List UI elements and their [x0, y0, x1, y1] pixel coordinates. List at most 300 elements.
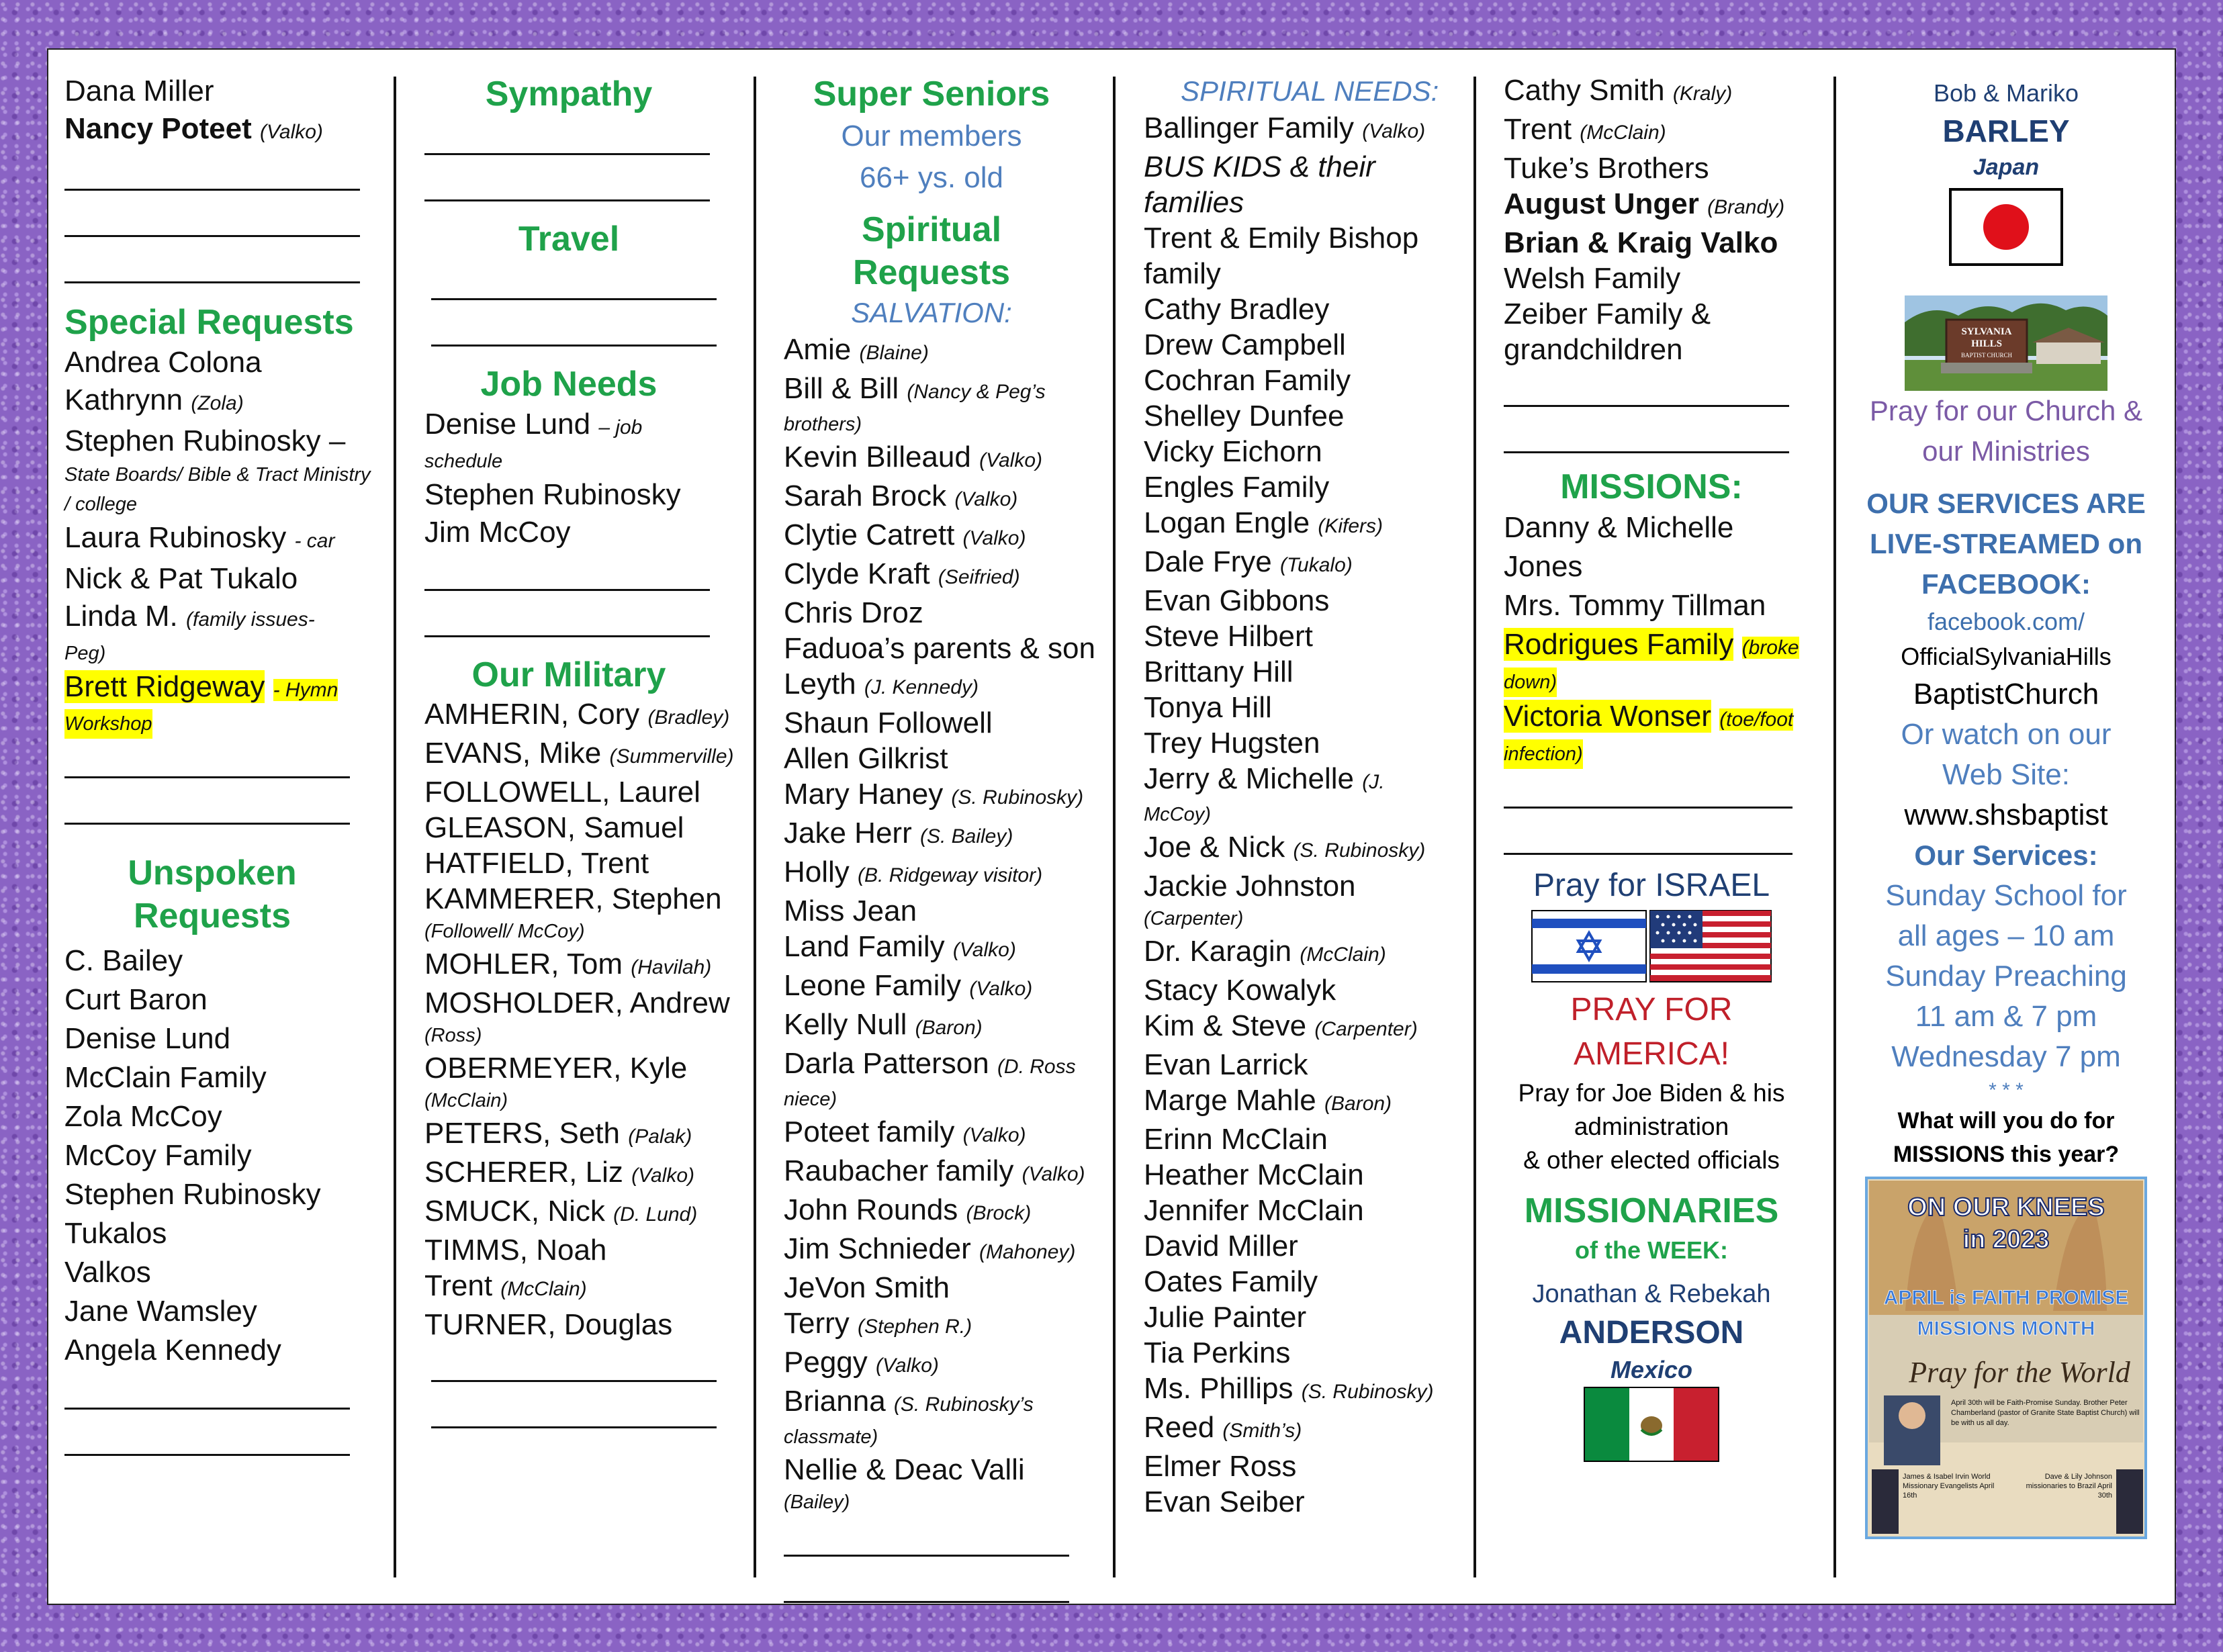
item-name: Stephen Rubinosky	[424, 478, 681, 511]
blank-line	[784, 1517, 1069, 1557]
facebook-link: BaptistChurch	[1913, 678, 2099, 710]
list-item-line	[1504, 111, 1826, 150]
spiritual-need-item	[1144, 505, 1466, 544]
facebook-link: OfficialSylvaniaHills	[1901, 643, 2112, 670]
item-name: grandchildren	[1504, 333, 1683, 366]
item-note: (D. Lund)	[613, 1203, 698, 1226]
job-needs-heading: Job Needs	[480, 365, 657, 404]
list-item-line	[1144, 829, 1466, 868]
blank-line	[64, 739, 350, 778]
blank-line	[431, 1342, 717, 1382]
item-suffix: –	[320, 424, 346, 457]
list-item-line	[1144, 1157, 1466, 1193]
item-sub-wrap	[1144, 800, 1466, 829]
list-item-line	[784, 776, 1106, 815]
list-item-line	[784, 1192, 1106, 1231]
item-name: TIMMS, Noah	[424, 1234, 607, 1267]
special-request-item	[64, 598, 380, 668]
list-item-line	[64, 110, 380, 151]
item-name: EVANS, Mike	[424, 737, 602, 770]
item-name: Tuke’s Brothers	[1504, 152, 1709, 185]
salvation-item	[784, 1270, 1106, 1305]
spiritual-need-item	[1144, 1157, 1466, 1193]
missions-item	[1504, 508, 1826, 547]
item-name: David Miller	[1144, 1230, 1298, 1263]
usa-flag-icon	[1649, 910, 1772, 982]
item-note: (broke	[1741, 637, 1799, 659]
item-name: Victoria Wonser	[1504, 700, 1711, 733]
spiritual-need-item	[1144, 1008, 1466, 1047]
list-item-line	[1504, 697, 1826, 739]
list-item-line	[784, 815, 1106, 854]
job-need-item	[424, 476, 740, 514]
list-item-text: Stephen Rubinosky	[64, 1178, 321, 1211]
spiritual-need-item	[1144, 149, 1466, 185]
item-name: Rodrigues Family	[1504, 628, 1734, 661]
service-time: Sunday School for	[1885, 879, 2127, 912]
list-item-line	[1144, 1484, 1466, 1520]
live-stream-notice: OUR SERVICES ARE	[1866, 488, 2146, 519]
item-note: (Valko)	[969, 978, 1033, 1000]
seniors-line: 66+ ys. old	[859, 161, 1004, 194]
salvation-item	[784, 1114, 1106, 1153]
item-name: Jackie Johnston	[1144, 870, 1356, 903]
list-item-line	[64, 422, 380, 460]
item-note: (McClain)	[1580, 122, 1666, 144]
item-name: Kim & Steve	[1144, 1009, 1307, 1042]
item-note: (Carpenter)	[1314, 1018, 1418, 1040]
special-request-item	[64, 344, 380, 381]
list-item-line	[1144, 972, 1466, 1008]
missionary-couple: Bob & Mariko	[1933, 79, 2079, 107]
item-name: Jones	[1504, 550, 1583, 583]
item-name: Trent & Emily Bishop	[1144, 222, 1419, 255]
item-name: Dale Frye	[1144, 545, 1272, 578]
salvation-item	[784, 1305, 1106, 1344]
item-name: Trent	[1504, 113, 1572, 146]
unspoken-requests-heading: Requests	[133, 897, 291, 935]
item-name: Denise Lund	[424, 408, 591, 441]
list-item-line	[424, 1232, 740, 1268]
military-item	[424, 1307, 740, 1342]
salvation-item	[784, 666, 1106, 705]
item-note: - car	[294, 530, 335, 552]
column-divider	[394, 77, 396, 1577]
missionary-surname: ANDERSON	[1559, 1315, 1744, 1350]
spiritual-need-item	[1144, 1228, 1466, 1264]
spiritual-need-item	[1144, 185, 1466, 220]
item-name: KAMMERER, Stephen	[424, 882, 722, 915]
item-name: Amie	[784, 333, 852, 366]
list-item-line	[784, 666, 1106, 705]
list-item-line	[784, 1114, 1106, 1153]
missions-poster	[1865, 1177, 2147, 1539]
column-divider	[1473, 77, 1476, 1577]
sign-text: SYLVANIA	[1961, 326, 2012, 337]
item-name: Leyth	[784, 668, 856, 700]
item-note: (Valko)	[979, 449, 1043, 471]
salvation-list	[784, 332, 1106, 1517]
name-item	[1504, 225, 1826, 261]
list-item-line	[1144, 868, 1466, 904]
item-name: HATFIELD, Trent	[424, 847, 649, 880]
list-item-line	[1144, 434, 1466, 469]
item-name: Holly	[784, 856, 850, 888]
unspoken-request-item	[64, 942, 380, 980]
military-item	[424, 1268, 740, 1307]
item-note: (Brandy)	[1707, 196, 1785, 218]
unspoken-request-item	[64, 1097, 380, 1136]
item-note: (McClain)	[1300, 944, 1386, 966]
list-item-text: McClain Family	[64, 1061, 267, 1094]
list-item-line	[424, 774, 740, 810]
item-note: (Valko)	[1362, 120, 1426, 142]
spiritual-need-item	[1144, 1193, 1466, 1228]
item-name: Dr. Karagin	[1144, 935, 1292, 968]
item-name: Brett Ridgeway	[64, 670, 265, 703]
list-item-line	[1144, 1083, 1466, 1121]
item-sub-note: schedule	[424, 451, 503, 472]
list-item-line	[1144, 291, 1466, 327]
list-item-line	[64, 519, 380, 560]
list-item-line	[64, 560, 380, 598]
list-item-line	[1504, 150, 1826, 186]
salvation-item	[784, 517, 1106, 556]
blank-line	[424, 551, 710, 591]
spiritual-need-item	[1144, 1449, 1466, 1484]
list-item-line	[424, 514, 740, 551]
services-heading: Our Services:	[1914, 839, 2098, 871]
blank-line	[424, 162, 710, 201]
list-item-text: Jane Wamsley	[64, 1295, 257, 1328]
salvation-item	[784, 705, 1106, 741]
missionary-couple: Jonathan & Rebekah	[1532, 1280, 1771, 1308]
name-item	[64, 110, 380, 151]
list-item-line	[424, 1050, 740, 1086]
list-item-line	[1144, 583, 1466, 618]
item-sub-note: (Bailey)	[784, 1492, 850, 1513]
sign-text: BAPTIST CHURCH	[1960, 352, 2013, 359]
list-item-line	[1144, 1264, 1466, 1299]
missions-heading: MISSIONS:	[1560, 467, 1743, 506]
item-name: Jerry & Michelle	[1144, 762, 1354, 795]
item-name: Evan Larrick	[1144, 1048, 1308, 1081]
missionary-country: Japan	[1972, 154, 2040, 180]
list-item-line	[1144, 1371, 1466, 1410]
item-name: Erinn McClain	[1144, 1123, 1328, 1156]
item-name: Ms. Phillips	[1144, 1372, 1294, 1405]
spiritual-need-item	[1144, 933, 1466, 972]
item-name: Miss Jean	[784, 894, 917, 927]
list-item-line	[1144, 1047, 1466, 1083]
blank-line	[64, 244, 360, 283]
list-item-line	[1504, 296, 1826, 332]
blank-line	[64, 785, 350, 825]
item-name: Land Family	[784, 930, 945, 963]
poster-pray-world: Pray for the World	[1909, 1356, 2130, 1389]
spiritual-need-item	[1144, 256, 1466, 291]
list-item-line	[1144, 725, 1466, 761]
bulletin-page	[47, 48, 2176, 1605]
salvation-item	[784, 1231, 1106, 1270]
list-item-line	[784, 705, 1106, 741]
list-item-line	[424, 476, 740, 514]
live-stream-notice: FACEBOOK:	[1921, 568, 2091, 600]
item-name: Zeiber Family &	[1504, 297, 1711, 330]
item-note: (Valko)	[954, 488, 1018, 510]
name-item	[64, 73, 380, 110]
travel-heading: Travel	[518, 220, 620, 259]
item-note: (Bradley)	[647, 706, 730, 729]
military-item	[424, 810, 740, 845]
list-item-line	[1504, 261, 1826, 296]
item-name: Shaun Followell	[784, 706, 993, 739]
item-name: FOLLOWELL, Laurel	[424, 776, 700, 809]
list-item-line	[1504, 73, 1826, 111]
list-item-line	[424, 881, 740, 917]
item-name: Andrea Colona	[64, 346, 262, 379]
salvation-item	[784, 815, 1106, 854]
item-name: Welsh Family	[1504, 262, 1681, 295]
pray-church: our Ministries	[1922, 435, 2090, 467]
list-item-line	[1504, 625, 1826, 668]
spiritual-need-item	[1144, 618, 1466, 654]
list-item-line	[1144, 110, 1466, 149]
missionary-country: Mexico	[1610, 1356, 1693, 1383]
item-note: (Baron)	[915, 1017, 983, 1039]
list-item-line	[784, 741, 1106, 776]
pray-america: PRAY FOR	[1570, 992, 1733, 1027]
item-sub-wrap	[424, 1021, 740, 1050]
item-name: SCHERER, Liz	[424, 1156, 623, 1189]
name-item	[1504, 111, 1826, 150]
item-sub-wrap	[1504, 668, 1826, 697]
list-item-line	[784, 1007, 1106, 1046]
unspoken-request-item	[64, 1214, 380, 1253]
salvation-item	[784, 1383, 1106, 1452]
salvation-item	[784, 741, 1106, 776]
list-item-line	[784, 1305, 1106, 1344]
missionaries-heading: MISSIONARIES	[1524, 1191, 1779, 1230]
column-5	[1504, 50, 1826, 1604]
military-item	[424, 1193, 740, 1232]
item-note: (S. Rubinosky)	[1301, 1381, 1434, 1403]
list-item-line	[1144, 1121, 1466, 1157]
list-item-line	[1144, 469, 1466, 505]
item-name: Vicky Eichorn	[1144, 435, 1322, 468]
facebook-link: facebook.com/	[1927, 608, 2085, 635]
item-name: Cathy Bradley	[1144, 293, 1330, 326]
blank-line	[64, 1370, 350, 1410]
unspoken-requests-heading: Unspoken	[128, 854, 297, 892]
list-item-line	[784, 332, 1106, 371]
item-name: Nellie & Deac Valli	[784, 1453, 1025, 1486]
services-list	[1865, 876, 2167, 1077]
salvation-item	[784, 556, 1106, 595]
salvation-item	[784, 1192, 1106, 1231]
mexico-flag-wrap	[1504, 1387, 1799, 1462]
poster-caption-right: Dave & Lily Johnson missionaries to Brazil April 30th	[2026, 1473, 2112, 1500]
pray-church: Pray for our Church &	[1869, 395, 2143, 426]
blank-line	[431, 261, 717, 300]
name-item	[1504, 73, 1826, 111]
item-sub-wrap	[424, 447, 740, 476]
name-item	[1504, 261, 1826, 296]
pray-officials: administration	[1574, 1113, 1729, 1140]
stars-divider: * * *	[1989, 1079, 2024, 1101]
item-note: (S. Rubinosky’s	[893, 1393, 1034, 1416]
item-note: (Havilah)	[631, 956, 712, 978]
blank-line	[424, 598, 710, 637]
list-item-text: Angela Kennedy	[64, 1334, 281, 1367]
spiritual-requests-heading: Spiritual Requests	[852, 210, 1011, 292]
item-sub-wrap	[1504, 739, 1826, 769]
item-name: Reed	[1144, 1411, 1215, 1444]
item-name: Drew Campbell	[1144, 328, 1346, 361]
military-item	[424, 1115, 740, 1154]
spiritual-need-item	[1144, 1484, 1466, 1520]
missions-question: MISSIONS this year?	[1893, 1142, 2120, 1167]
item-note: (B. Ridgeway visitor)	[858, 864, 1043, 886]
item-name: Clytie Catrett	[784, 518, 955, 551]
name-item	[1504, 150, 1826, 186]
list-item-line	[1504, 547, 1826, 586]
item-note: (S. Bailey)	[919, 825, 1013, 847]
item-name: PETERS, Seth	[424, 1117, 621, 1150]
item-note: (Smith’s)	[1222, 1420, 1302, 1442]
missions-item	[1504, 547, 1826, 586]
spiritual-need-item	[1144, 469, 1466, 505]
list-item-line	[1144, 505, 1466, 544]
salvation-item	[784, 776, 1106, 815]
list-item-line	[1144, 1228, 1466, 1264]
military-list	[424, 696, 740, 1342]
item-name: Tonya Hill	[1144, 691, 1272, 724]
unspoken-request-item	[64, 980, 380, 1019]
item-sub-note: (Carpenter)	[1144, 908, 1244, 929]
salvation-label: SALVATION:	[851, 297, 1012, 328]
item-note: (Blaine)	[859, 342, 929, 364]
item-note: (Baron)	[1324, 1093, 1392, 1115]
item-name: Jim McCoy	[424, 516, 571, 549]
item-note: (Brock)	[966, 1202, 1032, 1224]
item-sub-wrap	[784, 1487, 1106, 1517]
israel-flag-icon	[1531, 910, 1647, 982]
item-sub-note: McCoy)	[1144, 804, 1211, 825]
item-name: Danny & Michelle	[1504, 511, 1734, 544]
job-needs-list	[424, 406, 740, 551]
list-item-line	[424, 1154, 740, 1193]
item-name: Tia Perkins	[1144, 1336, 1291, 1369]
unspoken-request-item	[64, 1136, 380, 1175]
blank-line	[784, 1563, 1069, 1603]
salvation-item	[784, 1344, 1106, 1383]
item-name: Brian & Kraig Valko	[1504, 226, 1778, 259]
of-the-week: of the WEEK:	[1575, 1236, 1728, 1264]
item-name: Sarah Brock	[784, 479, 947, 512]
spiritual-need-item	[1144, 1371, 1466, 1410]
salvation-item	[784, 1046, 1106, 1114]
missionary-surname: BARLEY	[1942, 113, 2070, 148]
item-note: (J. Kennedy)	[864, 676, 979, 698]
list-item-line	[784, 893, 1106, 929]
item-name: Leone Family	[784, 969, 962, 1002]
blank-line	[64, 151, 360, 191]
column-6	[1865, 50, 2167, 1604]
item-note: (Valko)	[1022, 1163, 1085, 1185]
item-name: MOSHOLDER, Andrew	[424, 986, 730, 1019]
spiritual-need-item	[1144, 1335, 1466, 1371]
website-url: www.shsbaptist	[1904, 798, 2108, 831]
list-item-line	[1144, 761, 1466, 800]
list-item-line	[784, 439, 1106, 478]
spiritual-need-item	[1144, 220, 1466, 256]
spiritual-need-item	[1144, 1121, 1466, 1157]
blank-line	[1504, 769, 1793, 809]
list-item-line	[1144, 544, 1466, 583]
list-item-line	[424, 985, 740, 1021]
item-name: Brittany Hill	[1144, 655, 1294, 688]
item-name: Elmer Ross	[1144, 1450, 1297, 1483]
item-note: (Tukalo)	[1279, 554, 1353, 576]
item-sub-note: State Boards/ Bible & Tract Ministry / college	[64, 464, 371, 515]
japan-flag-icon	[1949, 188, 2063, 266]
list-item-line	[424, 1307, 740, 1342]
salvation-item	[784, 854, 1106, 893]
name-item	[1504, 332, 1826, 367]
item-name: Cochran Family	[1144, 364, 1351, 397]
item-note: (Valko)	[631, 1164, 694, 1187]
list-item-line	[424, 845, 740, 881]
list-item-line	[784, 556, 1106, 595]
item-name: Kathrynn	[64, 383, 183, 416]
item-name: Joe & Nick	[1144, 831, 1285, 864]
item-note: (Summerville)	[609, 745, 734, 768]
missions-item	[1504, 697, 1826, 769]
item-name: JeVon Smith	[784, 1271, 950, 1304]
list-item-line	[784, 631, 1106, 666]
list-item-line	[1504, 332, 1826, 367]
item-name: Evan Gibbons	[1144, 584, 1330, 617]
sympathy-heading: Sympathy	[485, 75, 653, 113]
spiritual-need-item	[1144, 544, 1466, 583]
item-name: Stacy Kowalyk	[1144, 974, 1336, 1007]
missions-poster-image	[1865, 1177, 2147, 1539]
mexico-flag-icon	[1584, 1387, 1719, 1462]
pray-israel: Pray for ISRAEL	[1533, 868, 1770, 903]
item-note: (Mahoney)	[979, 1241, 1076, 1263]
top-names-list	[1504, 73, 1826, 367]
item-sub-note: down)	[1504, 668, 1557, 697]
list-item-line	[1144, 1008, 1466, 1047]
church-sign-image	[1905, 295, 2107, 391]
item-name: Cathy Smith	[1504, 74, 1665, 107]
item-name: BUS KIDS & their	[1144, 150, 1375, 183]
item-name: Mrs. Tommy Tillman	[1504, 589, 1766, 622]
pray-officials: Pray for Joe Biden & his	[1518, 1079, 1785, 1107]
list-item-text: C. Bailey	[64, 944, 183, 977]
item-name: Evan Seiber	[1144, 1485, 1305, 1518]
list-item-line	[424, 406, 740, 447]
list-item-line	[64, 381, 380, 422]
spiritual-need-item	[1144, 725, 1466, 761]
list-item-line	[1144, 149, 1466, 185]
list-item-line	[784, 1344, 1106, 1383]
spiritual-need-item	[1144, 398, 1466, 434]
item-name: Kevin Billeaud	[784, 441, 971, 473]
item-name: GLEASON, Samuel	[424, 811, 684, 844]
blank-line	[431, 307, 717, 347]
